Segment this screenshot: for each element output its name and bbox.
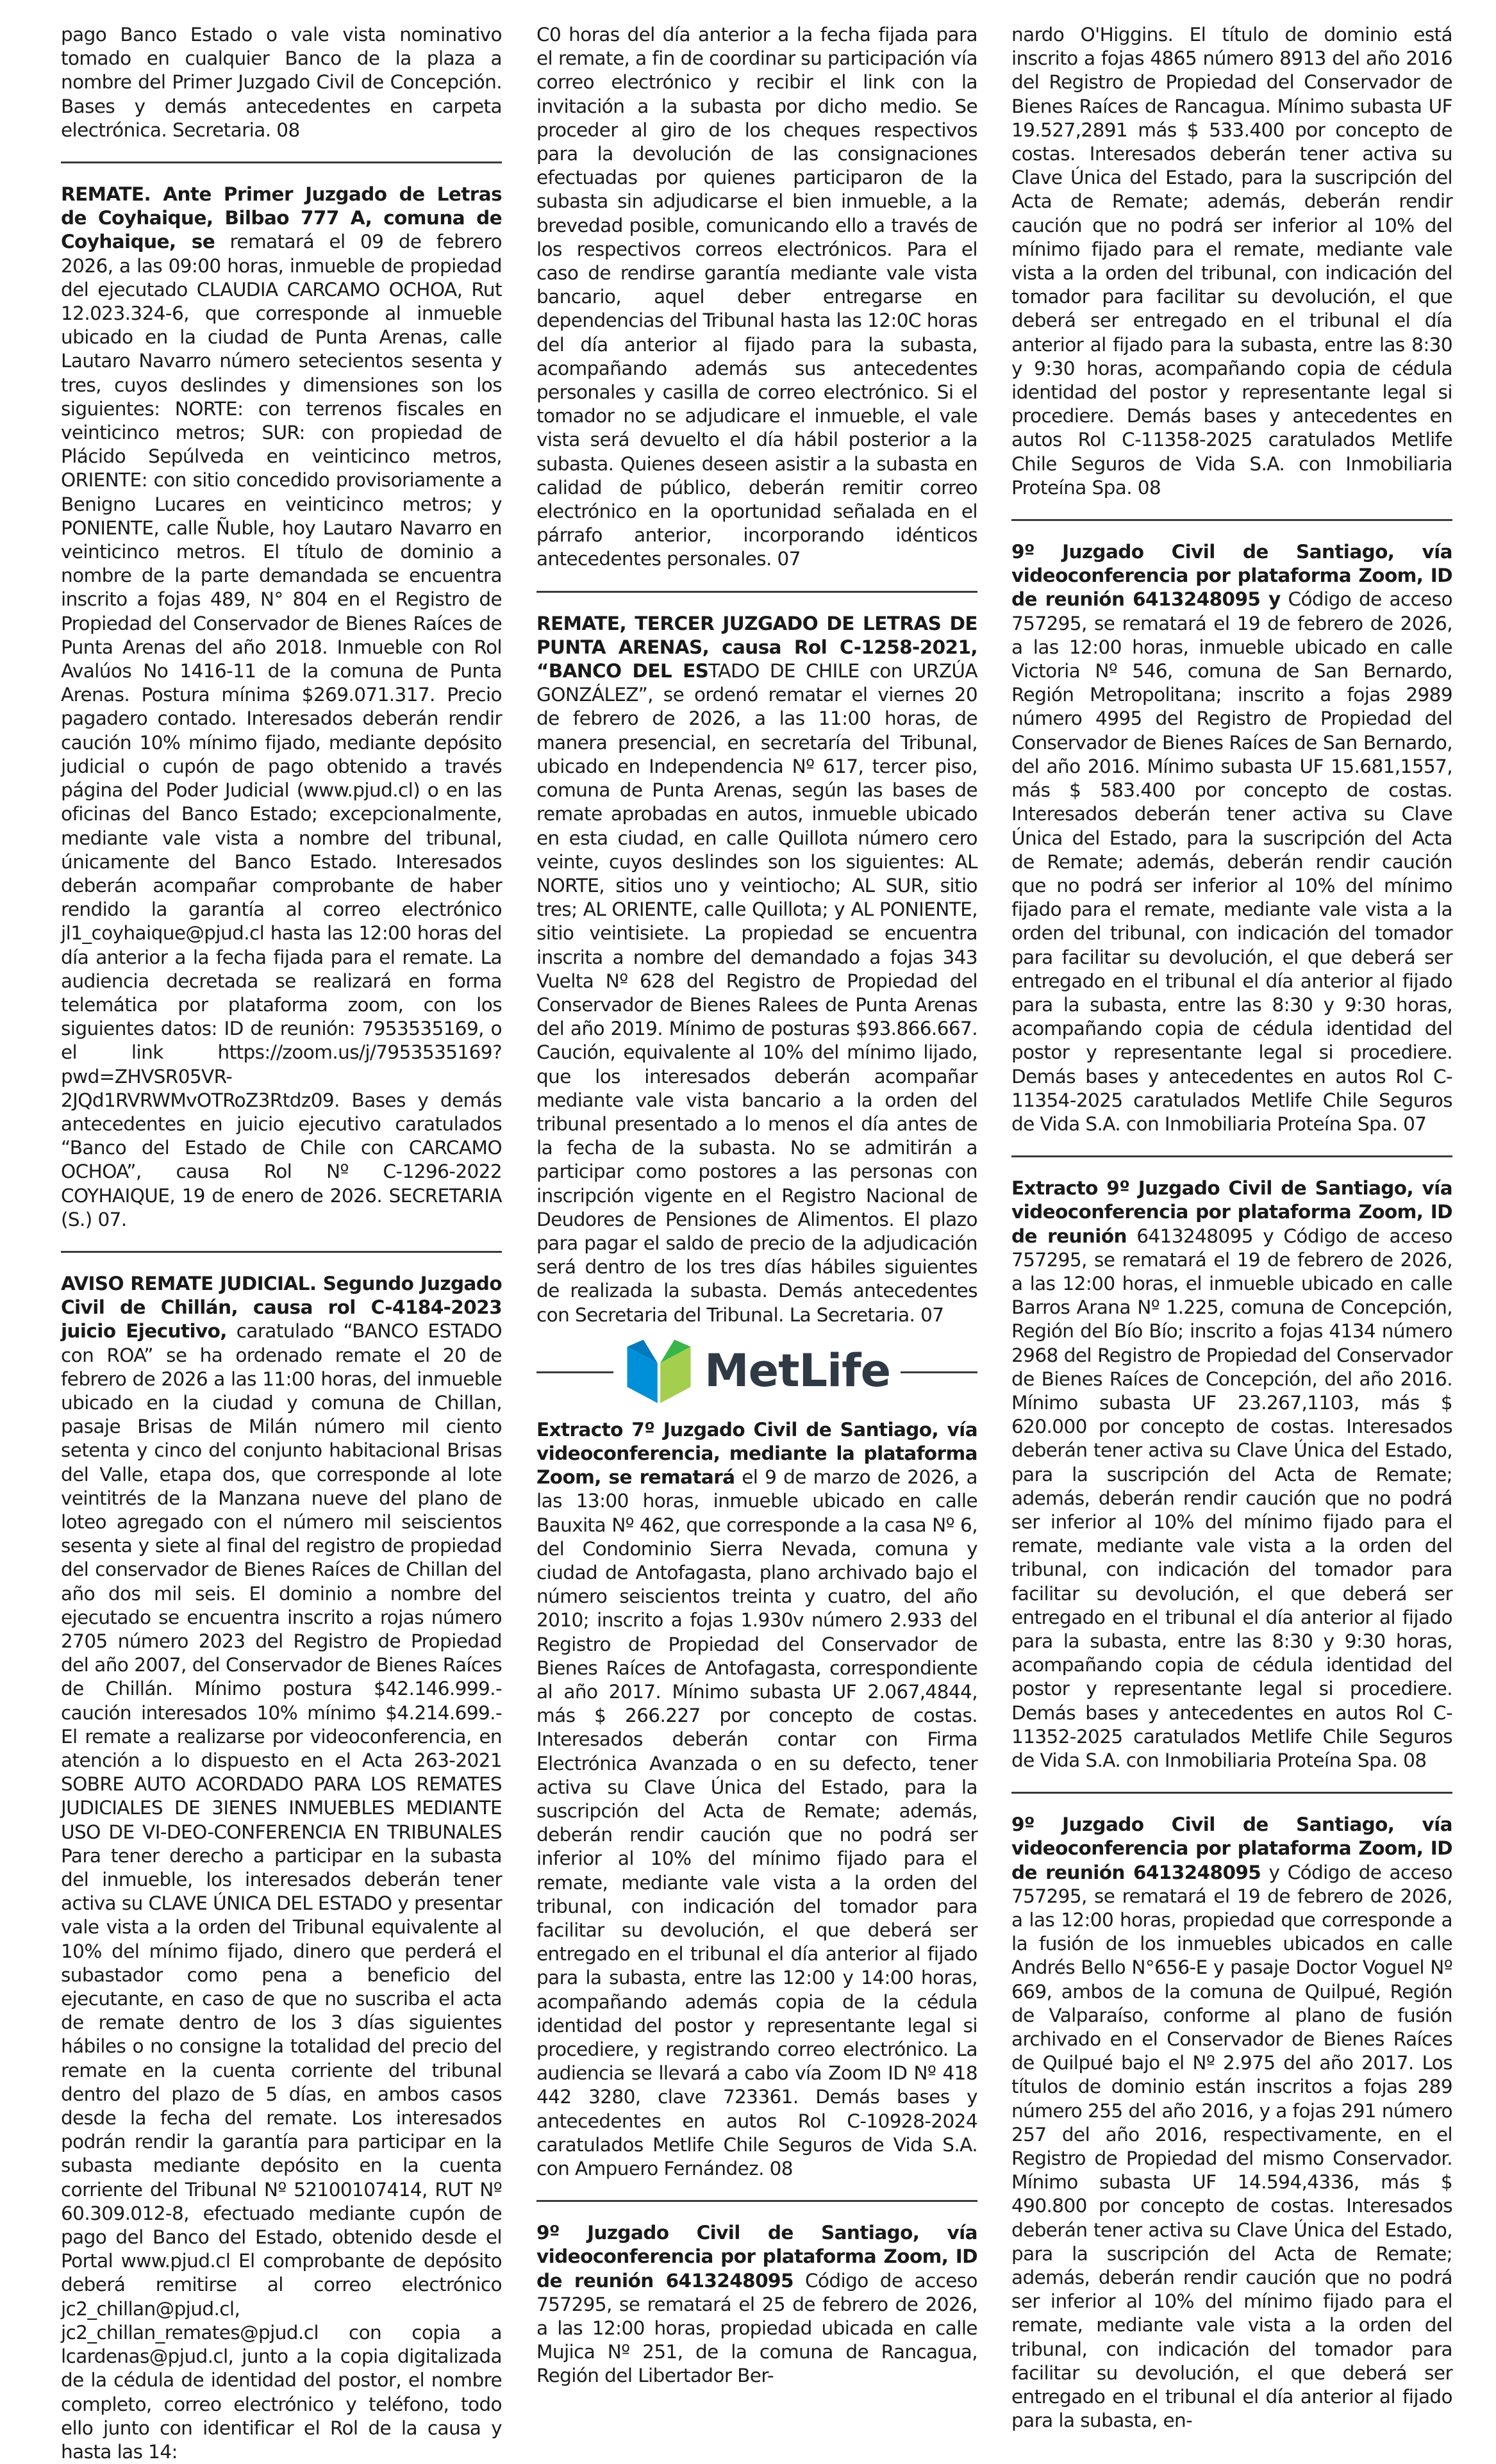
notice-body: rematará el 09 de febrero 2026, a las 09:00 horas, inmueble de propiedad del ejecutado CLAUDIA CARCAMO OCHOA, Rut 12.023.324-6, que corresponde al inmueble ubicado en la ciudad de Punta Arenas, calle Lautaro Navarro número setecientos sesenta y tres, cuyos deslindes y dimensiones son los siguientes: NORTE: con terrenos fiscales en veinticinco metros; SUR: con propiedad de Plácido Sepúlveda en veinticinco metros, ORIENTE: con sitio concedido provisoriamente a Benigno Lucares en veinticinco metros; y PONIENTE, calle Ñuble, hoy Lautaro Navarro en veinticinco metros. El título de dominio a nombre de la parte demandada se encuentra inscrito a fojas 489, N° 804 en el Registro de Propiedad del Conservador de Bienes Raíces de Punta Arenas del año 2018. Inmueble con Rol Avalúos No 1416-11 de la comuna de Punta Arenas. Postura mínima $269.071.317. Precio pagadero contado. Interesados deberán rendir caución 10% mínimo fijado, mediante depósito judicial o cupón de pago obtenido a través página del Poder Judicial (www.pjud.cl) o en las oficinas del Banco Estado; excepcionalmente, mediante vale vista a nombre del tribunal, únicamente del Banco Estado. Interesados deberán acompañar comprobante de haber rendido la garantía al correo electrónico jl1_coyhaique@pjud.cl hasta las 12:00 horas del día anterior a la fecha fijada para el remate. La audiencia decretada se realizará en forma telemática por plataforma zoom, con los siguientes datos: ID de reunión: 7953535169, o el link https://zoom.us/j/7953535169?pwd=ZHVSR05VR-2JQd1RVRWMvOTRoZ3Rtdz09. Bases y demás antecedentes en juicio ejecutivo caratulados “Banco del Estado de Chile con CARCAMO OCHOA”, causa Rol Nº C-1296-2022 COYHAIQUE, 19 de enero de 2026. SECRETARIA (S.) 07. xyxy=(61,231,502,1230)
notice xyxy=(536,2221,977,2388)
notice xyxy=(1011,23,1452,500)
notice-heading: Extracto 9º Juzgado Civil de Santiago, vía videoconferencia por plataforma Zoom, ID de reunión xyxy=(1011,1177,1452,1247)
column-3 xyxy=(1011,23,1452,2432)
divider xyxy=(536,591,977,593)
divider xyxy=(536,2200,977,2202)
metlife-logo-banner xyxy=(536,1330,977,1413)
divider xyxy=(901,1371,977,1373)
notice-heading: 9º Juzgado Civil de Santiago, vía videoconferencia por plataforma Zoom, ID de reunión 6413248095 xyxy=(536,2222,977,2292)
column-1 xyxy=(61,23,502,2463)
divider xyxy=(1011,1792,1452,1794)
metlife-logo-text: MetLife xyxy=(704,1344,891,1398)
notice xyxy=(1011,1177,1452,1773)
notice-body: el 9 de marzo de 2026, a las 13:00 horas, inmueble ubicado en calle Bauxita Nº 462, que corresponde a la casa Nº 6, del Condominio Sierra Nevada, comuna y ciudad de Antofagasta, plano archivado bajo el número seiscientos treinta y cuatro, del año 2010; inscrito a fojas 1.930v número 2.933 del Registro de Propiedad del Conservador de Bienes Raíces de Antofagasta, correspondiente al año 2017. Mínimo subasta UF 2.067,4844, más $ 266.227 por concepto de costas. Interesados deberán contar con Firma Electrónica Avanzada o en su defecto, tener activa su Clave Única del Estado, para la suscripción del Acta de Remate; además, deberán rendir caución que no podrá ser inferior al 10% del mínimo fijado para el remate, mediante vale vista a la orden del tribunal, con indicación del tomador para facilitar su devolución, el que deberá ser entregado en el tribunal el día anterior al fijado para la subasta, entre las 12:00 y 14:00 horas, acompañando además copia de la cédula identidad del postor y representante legal si procediere, y registrando correo electrónico. La audiencia se llevará a cabo vía Zoom ID Nº 418 442 3280, clave 723361. Demás bases y antecedentes en autos Rol C-10928-2024 caratulados Metlife Chile Seguros de Vida S.A. con Ampuero Fernández. 08 xyxy=(536,1466,977,2180)
divider xyxy=(1011,519,1452,521)
notice-body: nardo O'Higgins. El título de dominio está inscrito a fojas 4865 número 8913 del año 2016 del Registro de Propiedad del Conservador de Bienes Raíces de Rancagua. Mínimo subasta UF 19.527,2891 más $ 533.400 por concepto de costas. Interesados deberán tener activa su Clave Única del Estado, para la suscripción del Acta de Remate; además, deberán rendir caución que no podrá ser inferior al 10% del mínimo fijado para el remate, mediante vale vista a la orden del tribunal, con indicación del tomador para facilitar su devolución, el que deberá ser entregado en el tribunal el día anterior al fijado para la subasta, entre las 8:30 y 9:30 horas, acompañando copia de cédula identidad del postor y representante legal si procediere. Demás bases y antecedentes en autos Rol C-11358-2025 caratulados Metlife Chile Seguros de Vida S.A. con Inmobiliaria Proteína Spa. 08 xyxy=(1011,24,1452,499)
notice-heading: REMATE. Ante Primer Juzgado de Letras de Coyhaique, Bilbao 777 A, comuna de Coyhaique, se xyxy=(61,183,502,253)
notice-body: C0 horas del día anterior a la fecha fijada para el remate, a fin de coordinar su participación vía correo electrónico y recibir el link con la invitación a la subasta por dicho medio. Se proceder al giro de los cheques respectivos para la devolución de las consignaciones efectuadas por quienes participaron de la subasta sin adjudicarse el bien inmueble, a la brevedad posible, comunicando ello a través de los respectivos correos electrónicos. Para el caso de rendirse garantía mediante vale vista bancario, aquel deber entregarse en dependencias del Tribunal hasta las 12:0C horas del día anterior al fijado para la subasta, acompañando además sus antecedentes personales y casilla de correo electrónico. Si el tomador no se adjudicare el inmueble, el vale vista será devuelto el día hábil posterior a la subasta. Quienes deseen asistir a la subasta en calidad de público, deberán remitir correo electrónico en la oportunidad señalada en el párrafo anterior, incorporando idénticos antecedentes personales. 07 xyxy=(536,24,978,570)
notice-body: Código de acceso 757295, se rematará el 25 de febrero de 2026, a las 12:00 horas, propiedad ubicada en calle Mujica Nº 251, de la comuna de Rancagua, Región del Libertador Ber- xyxy=(536,2269,978,2387)
notice xyxy=(1011,540,1452,1136)
metlife-logo-icon xyxy=(624,1336,694,1407)
column-2 xyxy=(536,23,978,2387)
divider xyxy=(1011,1155,1452,1157)
notice xyxy=(536,612,977,1327)
notice-heading: 9º Juzgado Civil de Santiago, vía videoconferencia por plataforma Zoom, ID de reunión 6413248095 y xyxy=(1011,541,1452,611)
notice xyxy=(1011,1813,1452,2433)
divider xyxy=(536,1371,613,1373)
notice-body: Código de acceso 757295, se rematará el 19 de febrero de 2026, a las 12:00 horas, inmueble ubicado en calle Victoria Nº 546, comuna de San Bernardo, Región Metropolitana; inscrito a fojas 2989 número 4995 del Registro de Propiedad del Conservador de Bienes Raíces de San Bernardo, del año 2016. Mínimo subasta UF 15.681,1557, más $ 583.400 por concepto de costas. Interesados deberán tener activa su Clave Única del Estado, para la suscripción del Acta de Remate; además, deberán rendir caución que no podrá ser inferior al 10% del mínimo fijado para el remate, mediante vale vista a la orden del tribunal, con indicación del tomador para facilitar su devolución, el que deberá ser entregado en el tribunal el día anterior al fijado para la subasta, entre las 8:30 y 9:30 horas, acompañando copia de cédula identidad del postor y representante legal si procediere. Demás bases y antecedentes en autos Rol C-11354-2025 caratulados Metlife Chile Seguros de Vida S.A. con Inmobiliaria Proteína Spa. 07 xyxy=(1011,588,1452,1135)
notice xyxy=(536,1418,977,2181)
notice-body: caratulado “BANCO ESTADO con ROA” se ha ordenado remate el 20 de febrero de 2026 a las 11:00 horas, del inmueble ubicado en la ciudad y comuna de Chillan, pasaje Brisas de Milán número mil ciento setenta y cinco del conjunto habitacional Brisas del Valle, etapa dos, que corresponde al lote veintitrés de la Manzana nueve del plano de loteo agregado con el número mil seiscientos sesenta y siete al final del registro de propiedad del conservador de Bienes Raíces de Chillan del año dos mil seis. El dominio a nombre del ejecutado se encuentra inscrito a rojas número 2705 número 2023 del Registro de Propiedad del año 2007, del Conservador de Bienes Raíces de Chillán. Mínimo postura $42.146.999.- caución interesados 10% mínimo $4.214.699.- El remate a realizarse por videoconferencia, en atención a lo dispuesto en el Acta 263-2021 SOBRE AUTO ACORDADO PARA LOS REMATES JUDICIALES DE 3IENES INMUEBLES MEDIANTE USO DE VI-DEO-CONFERENCIA EN TRIBUNALES Para tener derecho a participar en la subasta del inmueble, los interesados deberán tener activa su CLAVE ÚNICA DEL ESTADO y presentar vale vista a la orden del Tribunal equivalente al 10% del mínimo fijado, dinero que perderá el subastador como pena a beneficio del ejecutante, en caso de que no suscriba el acta de remate dentro de los 3 días siguientes hábiles o no consigne la totalidad del precio del remate en la cuenta corriente del tribunal dentro del plazo de 5 días, en ambos casos desde la fecha del remate. Los interesados podrán rendir la garantía para participar en la subasta mediante depósito en la cuenta corriente del Tribunal Nº 52100107414, RUT Nº 60.309.012-8, efectuado mediante cupón de pago del Banco del Estado, obtenido desde el Portal www.pjud.cl El comprobante de depósito deberá remitirse al correo electrónico jc2_chillan@pjud.cl, jc2_chillan_remates@pjud.cl con copia a lcardenas@pjud.cl, junto a la copia digitalizada de la cédula de identidad del postor, el nombre completo, correo electrónico y teléfono, todo ello junto con identificar el Rol de la causa y hasta las 14: xyxy=(61,1320,502,2463)
notice-heading: 9º Juzgado Civil de Santiago, vía videoconferencia por plataforma Zoom, ID de reunión 6413248095 xyxy=(1011,1814,1452,1883)
notice-heading: REMATE, TERCER JUZGADO DE LETRAS DE PUNTA ARENAS, causa Rol C-1258-2021, “BANCO DEL ES xyxy=(536,612,977,682)
notice-body: pago Banco Estado o vale vista nominativo tomado en cualquier Banco de la plaza a nombre del Primer Juzgado Civil de Concepción. Bases y demás antecedentes en carpeta electrónica. Secretaria. 08 xyxy=(61,24,502,141)
notice-heading: AVISO REMATE JUDICIAL. Segundo Juzgado Civil de Chillán, causa rol C-4184-2023 juicio Ejecutivo, xyxy=(61,1272,502,1343)
divider xyxy=(61,161,502,163)
notice xyxy=(61,1272,502,2464)
notice-body: y Código de acceso 757295, se rematará el 19 de febrero de 2026, a las 12:00 horas, propiedad que corresponde a la fusión de los inmuebles ubicados en calle Andrés Bello N°656-E y pasaje Doctor Voguel Nº 669, ambos de la comuna de Quilpué, Región de Valparaíso, conforme al plano de fusión archivado en el Conservador de Bienes Raíces de Quilpué bajo el Nº 2.975 del año 2017. Los títulos de dominio están inscritos a fojas 289 número 255 del año 2016, y a fojas 291 número 257 del año 2016, respectivamente, en el Registro de Propiedad del mismo Conservador. Mínimo subasta UF 14.594,4336, más $ 490.800 por concepto de costas. Interesados deberán tener activa su Clave Única del Estado, para la suscripción del Acta de Remate; además, deberán rendir caución que no podrá ser inferior al 10% del mínimo fijado para el remate, mediante vale vista a la orden del tribunal, con indicación del tomador para facilitar su devolución, el que deberá ser entregado en el tribunal el día anterior al fijado para la subasta, en- xyxy=(1011,1861,1452,2432)
notice-heading: Extracto 7º Juzgado Civil de Santiago, vía videoconferencia, mediante la plataforma Zoom, se rematará xyxy=(536,1418,977,1489)
notice-body: TADO DE CHILE con URZÚA GONZÁLEZ”, se ordenó rematar el viernes 20 de febrero de 2026, a las 11:00 horas, de manera presencial, en secretaría del Tribunal, ubicado en Independencia Nº 617, tercer piso, comuna de Punta Arenas, según las bases de remate aprobadas en autos, inmueble ubicado en esta ciudad, en calle Quillota número cero veinte, cuyos deslindes son los siguientes: AL NORTE, sitios uno y veintiocho; AL SUR, sitio tres; AL ORIENTE, calle Quillota; y AL PONIENTE, sitio veintisiete. La propiedad se encuentra inscrita a nombre del demandado a fojas 343 Vuelta Nº 628 del Registro de Propiedad del Conservador de Bienes Ralees de Punta Arenas del año 2019. Mínimo de posturas $93.866.667. Caución, equivalente al 10% del mínimo lijado, que los interesados deberán acompañar mediante vale vista bancario a la orden del tribunal presentado a lo menos el día antes de la fecha de la subasta. No se admitirán a participar como postores a las personas con inscripción vigente en el Registro Nacional de Deudores de Pensiones de Alimentos. El plazo para pagar el saldo de precio de la adjudicación será dentro de los tres días hábiles siguientes de realizada la subasta. Demás antecedentes con Secretaria del Tribunal. La Secretaria. 07 xyxy=(536,660,977,1326)
notice xyxy=(536,23,977,572)
notice xyxy=(61,183,502,1232)
notice-body: 6413248095 y Código de acceso 757295, se rematará el 19 de febrero de 2026, a las 12:00 horas, el inmueble ubicado en calle Barros Arana Nº 1.225, comuna de Concepción, Región del Bío Bío; inscrito a fojas 4134 número 2968 del Registro de Propiedad del Conservador de Bienes Raíces de Concepción, del año 2016. Mínimo subasta UF 23.267,1103, más $ 620.000 por concepto de costas. Interesados deberán tener activa su Clave Única del Estado, para la suscripción del Acta de Remate; además, deberán rendir caución que no podrá ser inferior al 10% del mínimo fijado para el remate, mediante vale vista a la orden del tribunal, con indicación del tomador para facilitar su devolución, el que deberá ser entregado en el tribunal el día anterior al fijado para la subasta, entre las 8:30 y 9:30 horas, acompañando copia de cédula identidad del postor y representante legal si procediere. Demás bases y antecedentes en autos Rol C-11352-2025 caratulados Metlife Chile Seguros de Vida S.A. con Inmobiliaria Proteína Spa. 08 xyxy=(1011,1225,1452,1772)
divider xyxy=(61,1251,502,1253)
notice xyxy=(61,23,502,142)
